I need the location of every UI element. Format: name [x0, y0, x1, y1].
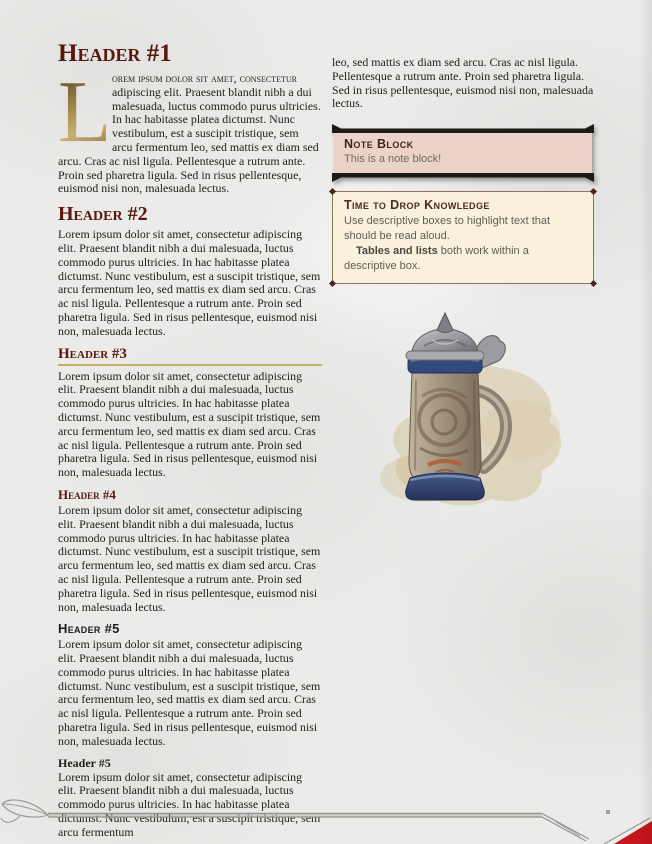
note-bottom-bar-ornament	[332, 173, 594, 182]
left-column	[58, 40, 322, 844]
footer-ornament	[0, 792, 652, 844]
intro-body: adipiscing elit. Praesent blandit nibh a dui malesuada, luctus commodo purus ultricies. In hac habitasse platea dictumst. Nunc vestibulum, est a suscipit tristique, sem arcu fermentum leo, sed mattis ex diam sed arcu. Cras ac nisl ligula. Pellentesque a rutrum ante. Proin sed pharetra ligula. Sed in risus pellentesque, euismod nisi non, malesuada lectus.	[58, 84, 321, 196]
note-block-text: This is a note block!	[344, 153, 442, 166]
descriptive-box-line2-rest: both work within a descriptive box.	[344, 245, 529, 273]
body-paragraph: Lorem ipsum dolor sit amet, consectetur adipiscing elit. Praesent blandit nibh a dui malesuada, luctus commodo purus ultricies. In hac habitasse platea dictumst. Nunc vestibulum, est a suscipit tristique, sem arcu fermentum leo, sed mattis ex diam sed arcu. Cras ac nisl ligula. Pellentesque a rutrum ante. Proin sed pharetra ligula. Sed in risus pellentesque, euismod nisi non, malesuada lectus.	[58, 368, 321, 480]
beer-stein-illustration	[350, 310, 590, 518]
header-4: Header #4	[58, 486, 116, 502]
note-block	[332, 124, 594, 182]
header-2: Header #2	[58, 203, 148, 226]
body-paragraph: Lorem ipsum dolor sit amet, consectetur adipiscing elit. Praesent blandit nibh a dui malesuada, luctus commodo purus ultricies. In hac habitasse platea dictumst. Nunc vestibulum, est a suscipit tristique, sem arcu fermentum leo, sed mattis ex diam sed arcu. Cras ac nisl ligula. Pellentesque a rutrum ante. Proin sed pharetra ligula. Sed in risus pellentesque, euismod nisi non, malesuada lectus.	[58, 637, 321, 748]
body-paragraph: Lorem ipsum dolor sit amet, consectetur adipiscing elit. Praesent blandit nibh a dui malesuada, luctus commodo purus ultricies. In hac habitasse platea dictumst. Nunc vestibulum, est a suscipit tristique, sem arcu fermentum leo, sed mattis ex diam sed arcu. Cras ac nisl ligula. Pellentesque a rutrum ante. Proin sed pharetra ligula. Sed in risus pellentesque, euismod nisi non, malesuada lectus.	[58, 227, 321, 338]
corner-diamond-icon	[590, 280, 597, 287]
corner-diamond-icon	[329, 280, 336, 287]
intro-lead-smallcaps: orem ipsum dolor sit amet, consectetur	[112, 71, 297, 85]
right-column	[332, 56, 594, 518]
header-5: Header #5	[58, 621, 120, 637]
header-6: Header #5	[58, 755, 111, 770]
continuation-paragraph: leo, sed mattis ex diam sed arcu. Cras ac nisl ligula. Pellentesque a rutrum ante. Proin sed pharetra ligula. Sed in risus pellentesque, euismod nisi non, malesuada lectus.	[332, 55, 594, 111]
descriptive-box-title: Time to Drop Knowledge	[344, 198, 490, 213]
body-paragraph: Lorem ipsum dolor sit amet, consectetur adipiscing elit. Praesent blandit nibh a dui malesuada, luctus commodo purus ultricies. In hac habitasse platea dictumst. Nunc vestibulum, est a suscipit tristique, sem arcu fermentum leo, sed mattis ex diam sed arcu. Cras ac nisl ligula. Pellentesque a rutrum ante. Proin sed pharetra ligula. Sed in risus pellentesque, euismod nisi non, malesuada lectus.	[58, 502, 321, 614]
corner-diamond-icon	[590, 188, 597, 195]
header-3: Header #3	[58, 346, 322, 366]
descriptive-box-line2-bold: Tables and lists	[356, 245, 438, 258]
note-top-bar-ornament	[332, 124, 594, 133]
beer-stein-svg	[350, 310, 590, 518]
body-paragraph-truncated: Lorem ipsum dolor sit amet, consectetur adipiscing elit. Praesent blandit nibh a dui malesuada, luctus commodo purus ultricies. In hac habitasse platea dictumst. Nunc vestibulum, est a suscipit tristique, sem arcu fermentum	[58, 769, 321, 839]
descriptive-box	[332, 191, 594, 284]
corner-diamond-icon	[329, 188, 336, 195]
note-block-title: Note Block	[344, 137, 414, 152]
note-block-body	[334, 133, 592, 173]
header-1: Header #1	[58, 40, 172, 67]
drop-cap-letter: L	[58, 64, 112, 161]
descriptive-box-line2	[344, 244, 582, 274]
descriptive-box-line1: Use descriptive boxes to highlight text that should be read aloud.	[344, 215, 551, 243]
intro-paragraph	[58, 64, 322, 196]
